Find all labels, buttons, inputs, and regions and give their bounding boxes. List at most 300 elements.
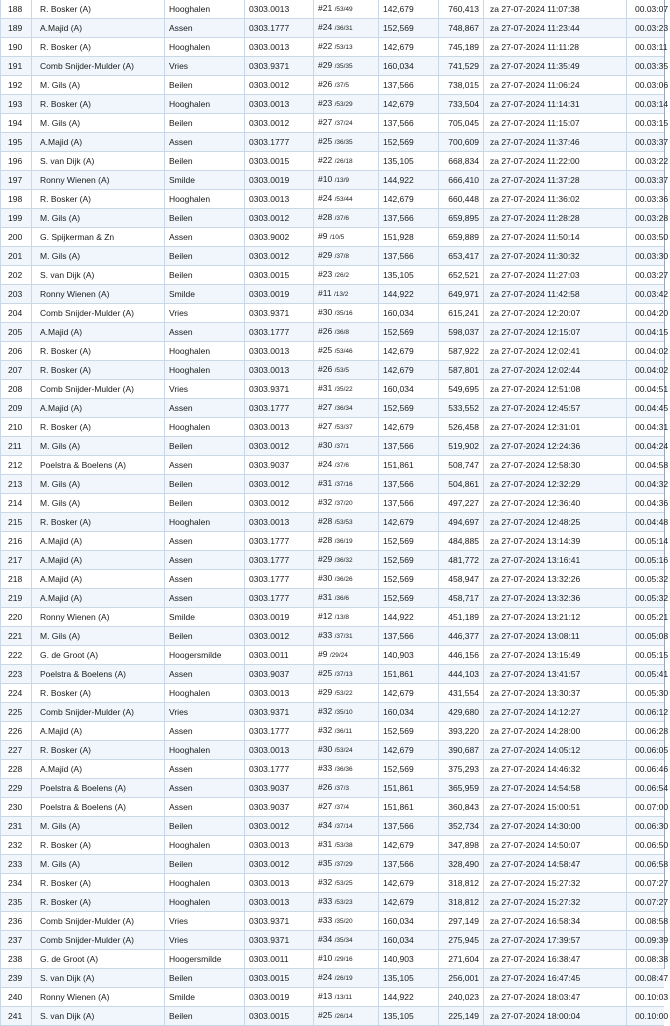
- distance-cell: 142,679: [379, 836, 439, 855]
- pigeon-index-cell: [314, 532, 379, 551]
- pigeon-index-cell: [314, 76, 379, 95]
- city-cell: Vries: [165, 57, 245, 76]
- owner-name-cell: Poelstra & Boelens (A): [32, 798, 165, 817]
- table-row[interactable]: [1, 285, 665, 304]
- pigeon-rank: #10: [318, 174, 333, 184]
- distance-cell: 137,566: [379, 855, 439, 874]
- table-row[interactable]: [1, 931, 665, 950]
- time-difference-cell: 00.06:05: [627, 741, 665, 760]
- pigeon-basket-count: /29/24: [329, 652, 348, 659]
- owner-name-cell: M. Gils (A): [32, 76, 165, 95]
- table-row[interactable]: [1, 0, 665, 19]
- member-number-cell: 0303.0012: [245, 475, 314, 494]
- table-row[interactable]: [1, 323, 665, 342]
- time-difference-cell: 00.07:27: [627, 893, 665, 912]
- table-row[interactable]: [1, 570, 665, 589]
- arrival-time-cell: za 27-07-2024 14:12:27: [484, 703, 627, 722]
- speed-cell: 659,889: [439, 228, 484, 247]
- time-difference-cell: 00.07:00: [627, 798, 665, 817]
- member-number-cell: 0303.0012: [245, 437, 314, 456]
- distance-cell: 137,566: [379, 114, 439, 133]
- table-row[interactable]: [1, 247, 665, 266]
- pigeon-basket-count: /13/2: [333, 291, 349, 298]
- table-row[interactable]: [1, 513, 665, 532]
- owner-name-cell: S. van Dijk (A): [32, 1007, 165, 1026]
- table-row[interactable]: [1, 950, 665, 969]
- pigeon-basket-count: /36/6: [334, 595, 350, 602]
- distance-cell: 135,105: [379, 266, 439, 285]
- distance-cell: 160,034: [379, 912, 439, 931]
- position-cell: 200: [1, 228, 32, 247]
- owner-name-cell: Comb Snijder-Mulder (A): [32, 703, 165, 722]
- distance-cell: 144,922: [379, 171, 439, 190]
- position-cell: 226: [1, 722, 32, 741]
- speed-cell: 745,189: [439, 38, 484, 57]
- arrival-time-cell: za 27-07-2024 11:37:46: [484, 133, 627, 152]
- owner-name-cell: A.Majid (A): [32, 532, 165, 551]
- pigeon-rank: #28: [318, 516, 333, 526]
- city-cell: Hooghalen: [165, 874, 245, 893]
- pigeon-rank: #35: [318, 858, 333, 868]
- arrival-time-cell: za 27-07-2024 11:50:14: [484, 228, 627, 247]
- position-cell: 218: [1, 570, 32, 589]
- owner-name-cell: Comb Snijder-Mulder (A): [32, 304, 165, 323]
- arrival-time-cell: za 27-07-2024 14:46:32: [484, 760, 627, 779]
- pigeon-index-cell: [314, 608, 379, 627]
- arrival-time-cell: za 27-07-2024 11:42:58: [484, 285, 627, 304]
- pigeon-index-cell: [314, 456, 379, 475]
- arrival-time-cell: za 27-07-2024 12:15:07: [484, 323, 627, 342]
- city-cell: Beilen: [165, 266, 245, 285]
- distance-cell: 152,569: [379, 722, 439, 741]
- speed-cell: 587,922: [439, 342, 484, 361]
- owner-name-cell: A.Majid (A): [32, 760, 165, 779]
- table-row[interactable]: [1, 380, 665, 399]
- arrival-time-cell: za 27-07-2024 12:36:40: [484, 494, 627, 513]
- distance-cell: 160,034: [379, 57, 439, 76]
- distance-cell: 142,679: [379, 874, 439, 893]
- position-cell: 189: [1, 19, 32, 38]
- owner-name-cell: R. Bosker (A): [32, 190, 165, 209]
- city-cell: Assen: [165, 665, 245, 684]
- table-row[interactable]: [1, 304, 665, 323]
- pigeon-index-cell: [314, 380, 379, 399]
- distance-cell: 140,903: [379, 646, 439, 665]
- time-difference-cell: 00.04:20: [627, 304, 665, 323]
- time-difference-cell: 00.08:58: [627, 912, 665, 931]
- table-row[interactable]: [1, 741, 665, 760]
- table-row[interactable]: [1, 95, 665, 114]
- speed-cell: 653,417: [439, 247, 484, 266]
- owner-name-cell: R. Bosker (A): [32, 0, 165, 19]
- owner-name-cell: M. Gils (A): [32, 209, 165, 228]
- pigeon-index-cell: [314, 779, 379, 798]
- table-row[interactable]: [1, 589, 665, 608]
- pigeon-basket-count: /13/9: [334, 177, 350, 184]
- table-row[interactable]: [1, 608, 665, 627]
- pigeon-rank: #22: [318, 41, 333, 51]
- table-row[interactable]: [1, 855, 665, 874]
- time-difference-cell: 00.05:32: [627, 589, 665, 608]
- time-difference-cell: 00.05:41: [627, 665, 665, 684]
- position-cell: 228: [1, 760, 32, 779]
- table-row[interactable]: [1, 665, 665, 684]
- distance-cell: 152,569: [379, 570, 439, 589]
- city-cell: Hooghalen: [165, 513, 245, 532]
- city-cell: Hooghalen: [165, 836, 245, 855]
- pigeon-basket-count: /37/13: [334, 671, 353, 678]
- pigeon-index-cell: [314, 893, 379, 912]
- distance-cell: 151,928: [379, 228, 439, 247]
- owner-name-cell: Poelstra & Boelens (A): [32, 779, 165, 798]
- city-cell: Assen: [165, 779, 245, 798]
- table-row[interactable]: [1, 722, 665, 741]
- table-row[interactable]: [1, 342, 665, 361]
- pigeon-rank: #30: [318, 440, 333, 450]
- member-number-cell: 0303.0012: [245, 817, 314, 836]
- pigeon-index-cell: [314, 551, 379, 570]
- arrival-time-cell: za 27-07-2024 14:50:07: [484, 836, 627, 855]
- city-cell: Hoogersmilde: [165, 950, 245, 969]
- member-number-cell: 0303.0012: [245, 627, 314, 646]
- pigeon-rank: #12: [318, 611, 333, 621]
- arrival-time-cell: za 27-07-2024 11:30:32: [484, 247, 627, 266]
- pigeon-index-cell: [314, 57, 379, 76]
- table-row[interactable]: [1, 266, 665, 285]
- pigeon-index-cell: [314, 209, 379, 228]
- time-difference-cell: 00.05:16: [627, 551, 665, 570]
- owner-name-cell: A.Majid (A): [32, 722, 165, 741]
- table-row[interactable]: [1, 779, 665, 798]
- table-row[interactable]: [1, 76, 665, 95]
- table-row[interactable]: [1, 893, 665, 912]
- owner-name-cell: R. Bosker (A): [32, 836, 165, 855]
- position-cell: 235: [1, 893, 32, 912]
- distance-cell: 142,679: [379, 38, 439, 57]
- table-row[interactable]: [1, 190, 665, 209]
- table-row[interactable]: [1, 57, 665, 76]
- table-row[interactable]: [1, 627, 665, 646]
- city-cell: Assen: [165, 570, 245, 589]
- pigeon-index-cell: [314, 1007, 379, 1026]
- table-row[interactable]: [1, 836, 665, 855]
- position-cell: 205: [1, 323, 32, 342]
- pigeon-index-cell: [314, 190, 379, 209]
- arrival-time-cell: za 27-07-2024 13:30:37: [484, 684, 627, 703]
- pigeon-rank: #29: [318, 687, 333, 697]
- time-difference-cell: 00.08:38: [627, 950, 665, 969]
- member-number-cell: 0303.0013: [245, 874, 314, 893]
- table-row[interactable]: [1, 817, 665, 836]
- speed-cell: 733,504: [439, 95, 484, 114]
- table-row[interactable]: [1, 646, 665, 665]
- pigeon-index-cell: [314, 760, 379, 779]
- speed-cell: 431,554: [439, 684, 484, 703]
- speed-cell: 549,695: [439, 380, 484, 399]
- city-cell: Hooghalen: [165, 0, 245, 19]
- owner-name-cell: R. Bosker (A): [32, 874, 165, 893]
- speed-cell: 328,490: [439, 855, 484, 874]
- table-row[interactable]: [1, 19, 665, 38]
- pigeon-index-cell: [314, 988, 379, 1007]
- table-row[interactable]: [1, 171, 665, 190]
- member-number-cell: 0303.9371: [245, 703, 314, 722]
- pigeon-basket-count: /36/31: [334, 25, 353, 32]
- pigeon-index-cell: [314, 323, 379, 342]
- pigeon-rank: #24: [318, 22, 333, 32]
- arrival-time-cell: za 27-07-2024 11:36:02: [484, 190, 627, 209]
- distance-cell: 151,861: [379, 456, 439, 475]
- speed-cell: 318,812: [439, 893, 484, 912]
- speed-cell: 393,220: [439, 722, 484, 741]
- pigeon-rank: #33: [318, 763, 333, 773]
- owner-name-cell: M. Gils (A): [32, 437, 165, 456]
- pigeon-rank: #26: [318, 326, 333, 336]
- time-difference-cell: 00.03:07: [627, 0, 665, 19]
- arrival-time-cell: za 27-07-2024 18:00:04: [484, 1007, 627, 1026]
- position-cell: 234: [1, 874, 32, 893]
- distance-cell: 137,566: [379, 494, 439, 513]
- member-number-cell: 0303.1777: [245, 532, 314, 551]
- city-cell: Assen: [165, 456, 245, 475]
- arrival-time-cell: za 27-07-2024 16:47:45: [484, 969, 627, 988]
- pigeon-index-cell: [314, 228, 379, 247]
- arrival-time-cell: za 27-07-2024 11:27:03: [484, 266, 627, 285]
- position-cell: 192: [1, 76, 32, 95]
- table-row[interactable]: [1, 798, 665, 817]
- position-cell: 188: [1, 0, 32, 19]
- owner-name-cell: G. Spijkerman & Zn: [32, 228, 165, 247]
- city-cell: Vries: [165, 703, 245, 722]
- table-row[interactable]: [1, 437, 665, 456]
- table-row[interactable]: [1, 874, 665, 893]
- member-number-cell: 0303.9371: [245, 931, 314, 950]
- pigeon-basket-count: /26/14: [334, 1013, 353, 1020]
- table-row[interactable]: [1, 209, 665, 228]
- arrival-time-cell: za 27-07-2024 13:15:49: [484, 646, 627, 665]
- position-cell: 229: [1, 779, 32, 798]
- pigeon-basket-count: /35/20: [334, 918, 353, 925]
- member-number-cell: 0303.0019: [245, 988, 314, 1007]
- member-number-cell: 0303.0019: [245, 171, 314, 190]
- pigeon-rank: #26: [318, 79, 333, 89]
- position-cell: 202: [1, 266, 32, 285]
- pigeon-index-cell: [314, 969, 379, 988]
- distance-cell: 142,679: [379, 741, 439, 760]
- member-number-cell: 0303.1777: [245, 551, 314, 570]
- pigeon-basket-count: /36/8: [334, 329, 350, 336]
- pigeon-basket-count: /53/5: [334, 367, 350, 374]
- arrival-time-cell: za 27-07-2024 11:22:00: [484, 152, 627, 171]
- city-cell: Hooghalen: [165, 38, 245, 57]
- pigeon-index-cell: [314, 95, 379, 114]
- arrival-time-cell: za 27-07-2024 14:58:47: [484, 855, 627, 874]
- pigeon-rank: #10: [318, 953, 333, 963]
- city-cell: Smilde: [165, 988, 245, 1007]
- member-number-cell: 0303.0013: [245, 418, 314, 437]
- time-difference-cell: 00.03:23: [627, 19, 665, 38]
- member-number-cell: 0303.9371: [245, 912, 314, 931]
- member-number-cell: 0303.1777: [245, 589, 314, 608]
- city-cell: Beilen: [165, 494, 245, 513]
- position-cell: 195: [1, 133, 32, 152]
- city-cell: Assen: [165, 19, 245, 38]
- time-difference-cell: 00.04:32: [627, 475, 665, 494]
- pigeon-basket-count: /37/20: [334, 500, 353, 507]
- pigeon-index-cell: [314, 703, 379, 722]
- pigeon-basket-count: /36/34: [334, 405, 353, 412]
- member-number-cell: 0303.0013: [245, 95, 314, 114]
- distance-cell: 137,566: [379, 209, 439, 228]
- time-difference-cell: 00.04:24: [627, 437, 665, 456]
- time-difference-cell: 00.03:37: [627, 171, 665, 190]
- pigeon-rank: #25: [318, 345, 333, 355]
- speed-cell: 497,227: [439, 494, 484, 513]
- speed-cell: 458,717: [439, 589, 484, 608]
- time-difference-cell: 00.05:21: [627, 608, 665, 627]
- table-row[interactable]: [1, 228, 665, 247]
- pigeon-rank: #11: [318, 288, 332, 298]
- position-cell: 227: [1, 741, 32, 760]
- arrival-time-cell: za 27-07-2024 11:06:24: [484, 76, 627, 95]
- table-row[interactable]: [1, 703, 665, 722]
- time-difference-cell: 00.08:47: [627, 969, 665, 988]
- pigeon-index-cell: [314, 342, 379, 361]
- table-row[interactable]: [1, 551, 665, 570]
- member-number-cell: 0303.0013: [245, 190, 314, 209]
- arrival-time-cell: za 27-07-2024 17:39:57: [484, 931, 627, 950]
- distance-cell: 144,922: [379, 988, 439, 1007]
- distance-cell: 137,566: [379, 475, 439, 494]
- time-difference-cell: 00.05:15: [627, 646, 665, 665]
- speed-cell: 533,552: [439, 399, 484, 418]
- time-difference-cell: 00.04:45: [627, 399, 665, 418]
- pigeon-rank: #26: [318, 364, 333, 374]
- member-number-cell: 0303.1777: [245, 323, 314, 342]
- table-row[interactable]: [1, 760, 665, 779]
- table-row[interactable]: [1, 399, 665, 418]
- distance-cell: 151,861: [379, 779, 439, 798]
- member-number-cell: 0303.0015: [245, 266, 314, 285]
- table-row[interactable]: [1, 475, 665, 494]
- time-difference-cell: 00.04:15: [627, 323, 665, 342]
- pigeon-rank: #25: [318, 1010, 333, 1020]
- pigeon-index-cell: [314, 304, 379, 323]
- owner-name-cell: Poelstra & Boelens (A): [32, 665, 165, 684]
- arrival-time-cell: za 27-07-2024 16:38:47: [484, 950, 627, 969]
- speed-cell: 508,747: [439, 456, 484, 475]
- table-row[interactable]: [1, 456, 665, 475]
- member-number-cell: 0303.1777: [245, 19, 314, 38]
- table-row[interactable]: [1, 494, 665, 513]
- pigeon-basket-count: /37/3: [334, 785, 350, 792]
- owner-name-cell: A.Majid (A): [32, 570, 165, 589]
- pigeon-index-cell: [314, 589, 379, 608]
- owner-name-cell: R. Bosker (A): [32, 361, 165, 380]
- owner-name-cell: M. Gils (A): [32, 494, 165, 513]
- table-row[interactable]: [1, 418, 665, 437]
- pigeon-rank: #33: [318, 915, 333, 925]
- distance-cell: 142,679: [379, 418, 439, 437]
- table-row[interactable]: [1, 988, 665, 1007]
- pigeon-rank: #34: [318, 934, 333, 944]
- speed-cell: 615,241: [439, 304, 484, 323]
- position-cell: 212: [1, 456, 32, 475]
- time-difference-cell: 00.04:31: [627, 418, 665, 437]
- member-number-cell: 0303.1777: [245, 399, 314, 418]
- pigeon-index-cell: [314, 741, 379, 760]
- table-row[interactable]: [1, 133, 665, 152]
- pigeon-index-cell: [314, 646, 379, 665]
- table-row[interactable]: [1, 1007, 665, 1026]
- pigeon-index-cell: [314, 266, 379, 285]
- distance-cell: 142,679: [379, 893, 439, 912]
- owner-name-cell: Ronny Wienen (A): [32, 171, 165, 190]
- table-row[interactable]: [1, 969, 665, 988]
- city-cell: Hooghalen: [165, 741, 245, 760]
- table-row[interactable]: [1, 684, 665, 703]
- table-row[interactable]: [1, 114, 665, 133]
- position-cell: 238: [1, 950, 32, 969]
- distance-cell: 137,566: [379, 76, 439, 95]
- pigeon-basket-count: /36/11: [334, 728, 353, 735]
- table-row[interactable]: [1, 361, 665, 380]
- pigeon-basket-count: /37/24: [334, 120, 353, 127]
- arrival-time-cell: za 27-07-2024 13:32:36: [484, 589, 627, 608]
- speed-cell: 444,103: [439, 665, 484, 684]
- city-cell: Hooghalen: [165, 684, 245, 703]
- speed-cell: 429,680: [439, 703, 484, 722]
- member-number-cell: 0303.0012: [245, 209, 314, 228]
- owner-name-cell: M. Gils (A): [32, 114, 165, 133]
- distance-cell: 140,903: [379, 950, 439, 969]
- pigeon-basket-count: /53/38: [334, 842, 353, 849]
- member-number-cell: 0303.0013: [245, 684, 314, 703]
- pigeon-rank: #31: [318, 592, 333, 602]
- arrival-time-cell: za 27-07-2024 12:45:57: [484, 399, 627, 418]
- arrival-time-cell: za 27-07-2024 11:07:38: [484, 0, 627, 19]
- table-row[interactable]: [1, 912, 665, 931]
- arrival-time-cell: za 27-07-2024 12:48:25: [484, 513, 627, 532]
- pigeon-basket-count: /53/37: [334, 424, 353, 431]
- position-cell: 231: [1, 817, 32, 836]
- table-row[interactable]: [1, 152, 665, 171]
- position-cell: 210: [1, 418, 32, 437]
- owner-name-cell: M. Gils (A): [32, 627, 165, 646]
- distance-cell: 135,105: [379, 1007, 439, 1026]
- time-difference-cell: 00.03:11: [627, 38, 665, 57]
- pigeon-rank: #27: [318, 117, 333, 127]
- owner-name-cell: R. Bosker (A): [32, 513, 165, 532]
- city-cell: Hooghalen: [165, 361, 245, 380]
- position-cell: 217: [1, 551, 32, 570]
- table-row[interactable]: [1, 38, 665, 57]
- pigeon-basket-count: /35/34: [334, 937, 353, 944]
- pigeon-rank: #30: [318, 573, 333, 583]
- distance-cell: 160,034: [379, 703, 439, 722]
- speed-cell: 666,410: [439, 171, 484, 190]
- city-cell: Beilen: [165, 209, 245, 228]
- distance-cell: 152,569: [379, 532, 439, 551]
- time-difference-cell: 00.06:28: [627, 722, 665, 741]
- speed-cell: 347,898: [439, 836, 484, 855]
- pigeon-basket-count: /26/18: [334, 158, 353, 165]
- position-cell: 198: [1, 190, 32, 209]
- table-row[interactable]: [1, 532, 665, 551]
- city-cell: Assen: [165, 760, 245, 779]
- time-difference-cell: 00.04:58: [627, 456, 665, 475]
- speed-cell: 504,861: [439, 475, 484, 494]
